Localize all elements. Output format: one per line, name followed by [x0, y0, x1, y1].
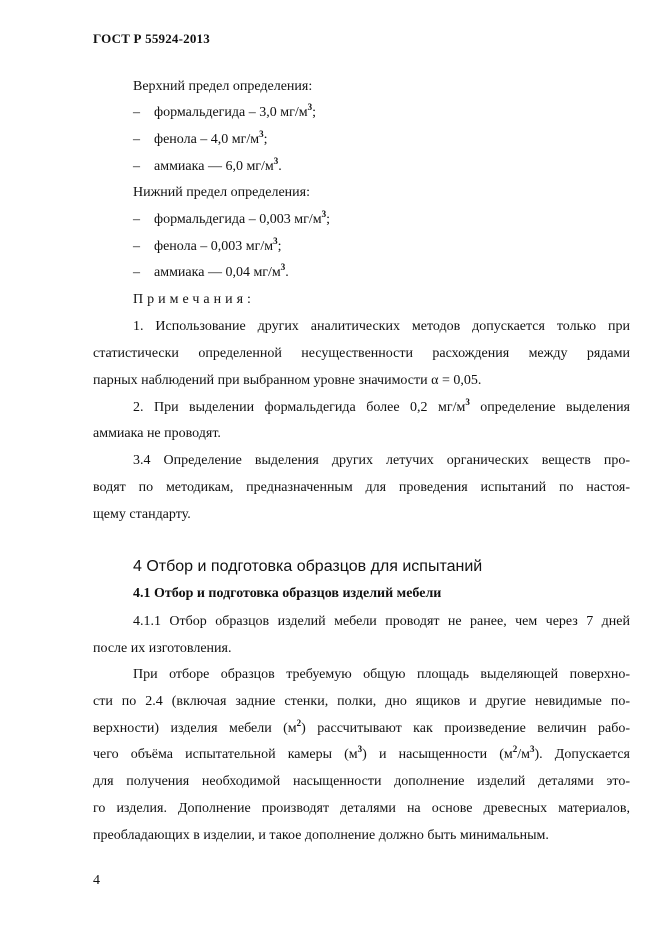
- upper-limit-title: Верхний предел определения:: [133, 79, 313, 94]
- note-1-line: статистически определенной несущественности расхождения между рядами: [93, 346, 630, 361]
- list-item-text: формальдегида – 0,003 $мг/м^3$;: [154, 209, 330, 227]
- list-dash: –: [133, 239, 140, 254]
- note-2-line: 2. При выделении формальдегида более 0,2 $мг/м^3$ определение выделения: [133, 397, 630, 415]
- section-4-1-heading: 4.1 Отбор и подготовка образцов изделий мебели: [133, 586, 442, 601]
- note-1-line: парных наблюдений при выбранном уровне значимости α = 0,05.: [93, 373, 482, 388]
- list-dash: –: [133, 212, 140, 227]
- list-dash: –: [133, 159, 140, 174]
- paragraph-line: При отборе образцов требуемую общую площадь выделяющей поверхно-: [133, 667, 630, 682]
- standard-header: ГОСТ Р 55924-2013: [93, 31, 210, 46]
- clause-3-4-line: водят по методикам, предназначенным для проведения испытаний по настоя-: [93, 480, 630, 495]
- note-1-line: 1. Использование других аналитических методов допускается только при: [133, 319, 630, 334]
- list-dash: –: [133, 132, 140, 147]
- list-item-text: формальдегида – 3,0 $мг/м^3$;: [154, 102, 316, 120]
- clause-3-4-line: 3.4 Определение выделения других летучих органических веществ про-: [133, 453, 630, 468]
- paragraph-line: го изделия. Дополнение производят деталями на основе древесных материалов,: [93, 801, 630, 816]
- list-dash: –: [133, 265, 140, 280]
- paragraph-line: сти по 2.4 (включая задние стенки, полки, дно ящиков и другие невидимые по-: [93, 694, 630, 709]
- paragraph-4-1-1-line: после их изготовления.: [93, 641, 232, 656]
- list-item-text: фенола – 0,003 $мг/м^3$;: [154, 236, 282, 254]
- paragraph-4-1-1-line: 4.1.1 Отбор образцов изделий мебели проводят не ранее, чем через 7 дней: [133, 614, 630, 629]
- list-item-text: аммиака — 0,04 $мг/м^3$.: [154, 262, 289, 280]
- lower-limit-title: Нижний предел определения:: [133, 185, 310, 200]
- clause-3-4-line: щему стандарту.: [93, 507, 191, 522]
- page-number: 4: [93, 873, 100, 888]
- section-4-heading: 4 Отбор и подготовка образцов для испытаний: [133, 558, 483, 575]
- note-2-line: аммиака не проводят.: [93, 426, 221, 441]
- paragraph-line: чего объёма испытательной камеры $(м^3)$ и насыщенности $(м^2/м^3)$. Допускается: [93, 744, 631, 762]
- list-dash: –: [133, 105, 140, 120]
- notes-title: Примечания:: [133, 292, 255, 307]
- paragraph-line: преобладающих в изделии, и такое дополнение должно быть минимальным.: [93, 828, 549, 843]
- paragraph-line: верхности) изделия мебели $(м^2)$ рассчитывают как произведение величин рабо-: [93, 718, 630, 736]
- list-item-text: фенола – 4,0 $мг/м^3$;: [154, 129, 268, 147]
- paragraph-line: для получения необходимой насыщенности дополнение изделий деталями это-: [93, 774, 630, 789]
- list-item-text: аммиака — 6,0 $мг/м^3$.: [154, 156, 282, 174]
